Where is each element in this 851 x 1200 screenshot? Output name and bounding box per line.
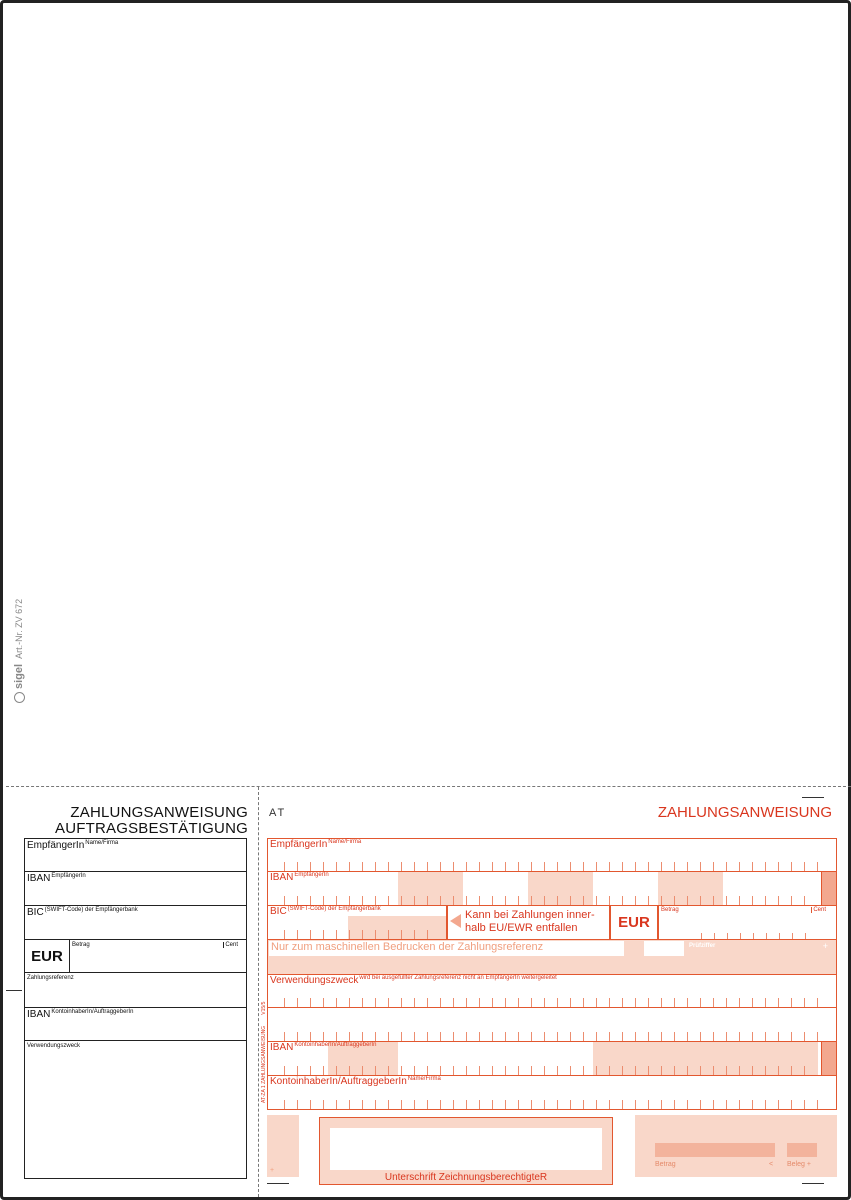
payer-iban-end-tab: [821, 1042, 836, 1075]
slip-recipient-sup: Name/Firma: [328, 839, 362, 845]
character-grid: [272, 1066, 816, 1075]
check-digit-white-area: [644, 941, 684, 956]
receipt-title-2: AUFTRAGSBESTÄTIGUNG: [55, 820, 248, 837]
receipt-title-1: ZAHLUNGSANWEISUNG: [70, 804, 248, 821]
side-code-2: AT-ZA 1: [261, 1083, 267, 1103]
slip-recipient-field[interactable]: [267, 838, 837, 872]
signature-label: Unterschrift ZeichnungsberechtigteR: [384, 1172, 548, 1183]
slip-payer-field[interactable]: [267, 1076, 837, 1110]
receipt-bic-sup: (SWIFT-Code) der Empfängerbank: [44, 907, 138, 913]
slip-purpose-field-2[interactable]: [267, 1008, 837, 1042]
code-lt: <: [769, 1161, 774, 1168]
slip-recipient-label: EmpfängerIn: [270, 839, 328, 850]
arrow-left-icon: [450, 914, 461, 928]
character-grid: [272, 930, 440, 939]
slip-iban-sup: EmpfängerIn: [294, 872, 329, 878]
slip-amount-label: Betrag: [661, 907, 679, 913]
slip-payer-sup: Name/Firma: [407, 1076, 441, 1082]
slip-title: ZAHLUNGSANWEISUNG: [657, 804, 832, 821]
perforation-line-horizontal: [6, 786, 851, 787]
slip-payer-iban-sup: KontoinhaberIn/AuftraggeberIn: [294, 1042, 377, 1048]
receipt-recipient-label: EmpfängerIn: [27, 840, 85, 851]
receipt-iban-field[interactable]: [24, 872, 247, 906]
character-grid: [272, 1100, 830, 1109]
receipt-amount-field[interactable]: [69, 939, 247, 973]
side-brand: [13, 599, 25, 703]
side-code-3: ZAHLUNGSANWEISUNG: [261, 1025, 267, 1084]
code-receipt-label: Beleg +: [787, 1161, 811, 1168]
receipt-currency: EUR: [24, 939, 70, 973]
fold-mark-left: [6, 990, 22, 991]
receipt-recipient-field[interactable]: [24, 838, 247, 872]
corner-mark-bottom-right: [802, 1183, 824, 1184]
receipt-iban-sup: EmpfängerIn: [51, 873, 86, 879]
slip-country: AT: [269, 807, 287, 819]
corner-mark-bottom-left: [267, 1183, 289, 1184]
character-grid: [689, 933, 816, 939]
slip-iban-label: IBAN: [270, 872, 294, 883]
character-grid: [272, 896, 816, 905]
receipt-amount-label: Betrag: [72, 942, 90, 948]
receipt-recipient-sup: Name/Firma: [85, 840, 119, 846]
code-amount-label: Betrag: [655, 1161, 676, 1168]
slip-iban-field[interactable]: [267, 872, 837, 906]
slip-purpose-field[interactable]: [267, 974, 837, 1008]
slip-bic-sup: (SWIFT-Code) der Empfängerbank: [287, 906, 381, 912]
character-grid: [272, 1032, 830, 1041]
receipt-reference-field[interactable]: [24, 973, 247, 1008]
bic-note-line-2: halb EU/EWR entfallen: [465, 922, 578, 934]
code-area-right: [635, 1115, 837, 1177]
code-area-left: [267, 1115, 299, 1177]
slip-cent-label: Cent: [813, 907, 826, 913]
receipt-payer-iban-sup: KontoinhaberIn/AuftraggeberIn: [51, 1009, 134, 1015]
receipt-reference-label: Zahlungsreferenz: [27, 975, 74, 981]
character-grid: [272, 862, 830, 871]
corner-mark-top: [802, 797, 824, 798]
reference-plus: +: [822, 941, 828, 951]
character-grid: [272, 998, 830, 1007]
slip-payer-iban-field[interactable]: [267, 1042, 837, 1076]
receipt-purpose-label: Verwendungszweck: [27, 1043, 81, 1049]
article-number: Art.-Nr. ZV 672: [14, 598, 24, 659]
signature-field[interactable]: [319, 1117, 613, 1185]
sigel-logo-icon: [14, 692, 25, 703]
check-digit-label: Prüfziffer: [689, 943, 716, 949]
signature-white-area: [330, 1128, 602, 1170]
receipt-bic-field[interactable]: [24, 906, 247, 940]
slip-bic-note: [447, 906, 610, 940]
receipt-purpose-field[interactable]: [24, 1041, 247, 1179]
slip-bic-label: BIC: [270, 906, 287, 917]
code-amount-bar: [655, 1143, 775, 1157]
machine-print-note: Nur zum maschinellen Bedrucken der Zahlungsreferenz: [271, 941, 544, 953]
receipt-payer-iban-label: IBAN: [27, 1009, 51, 1020]
side-code-1: V15/5: [261, 1001, 267, 1015]
iban-end-tab: [821, 872, 836, 905]
slip-reference-band[interactable]: [267, 940, 837, 974]
slip-purpose-sup: wird bei ausgefüllter Zahlungsreferenz nicht an EmpfängerIn weitergeleitet: [359, 975, 557, 981]
receipt-cent-label: Cent: [225, 942, 238, 948]
brand-logo-text: sigel: [13, 663, 25, 689]
slip-purpose-label: Verwendungszweck: [270, 975, 359, 986]
code-receipt-bar: [787, 1143, 817, 1157]
receipt-iban-label: IBAN: [27, 873, 51, 884]
bic-note-line-1: Kann bei Zahlungen inner-: [465, 909, 595, 921]
perforation-line-vertical: [258, 787, 259, 1197]
slip-payer-iban-label: IBAN: [270, 1042, 294, 1053]
slip-bic-field[interactable]: [267, 906, 447, 940]
slip-amount-field[interactable]: [658, 906, 837, 940]
receipt-bic-label: BIC: [27, 907, 44, 918]
code-plus: +: [270, 1167, 275, 1174]
receipt-payer-iban-field[interactable]: [24, 1008, 247, 1041]
slip-payer-label: KontoinhaberIn/AuftraggeberIn: [270, 1076, 407, 1087]
slip-currency: EUR: [610, 906, 658, 940]
